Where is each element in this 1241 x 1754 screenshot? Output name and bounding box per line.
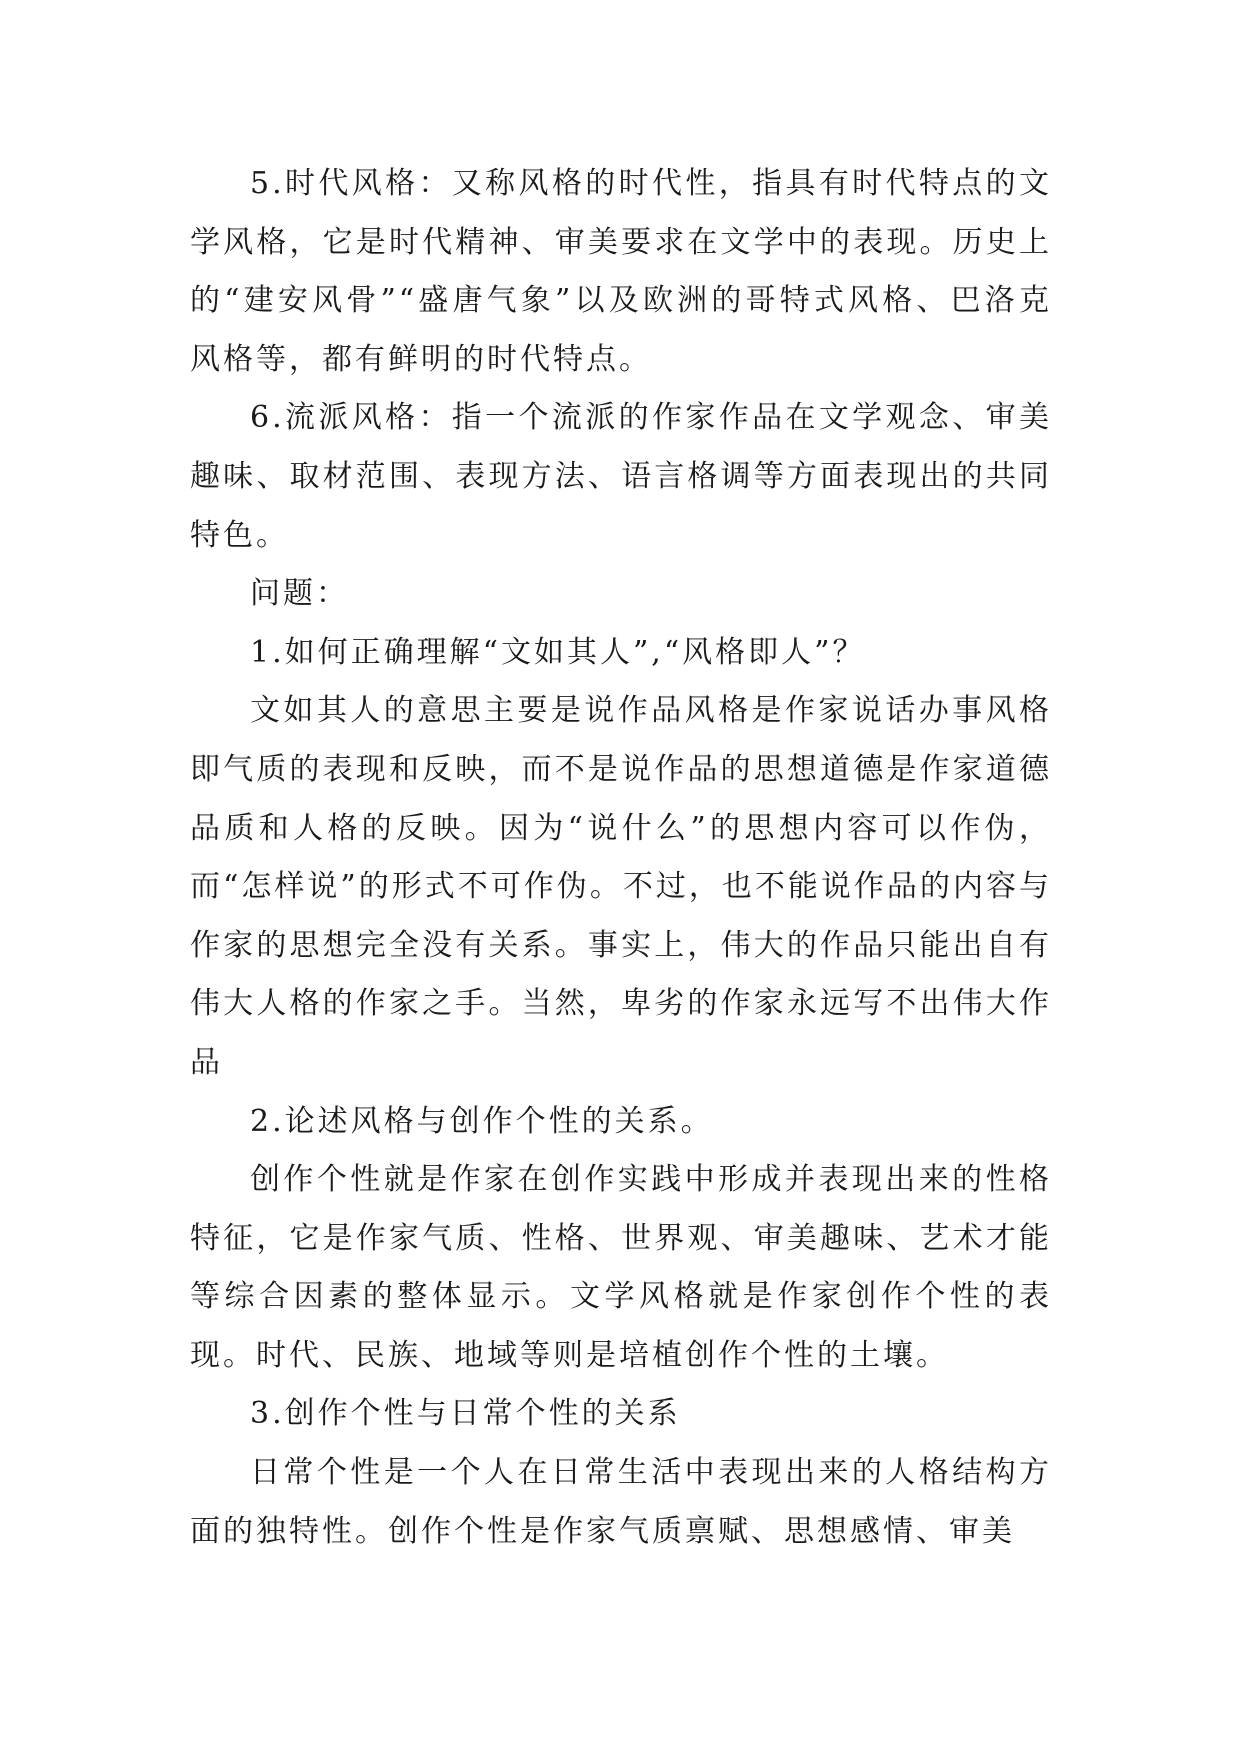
document-body (190, 155, 1052, 1561)
paragraph-school-style: 6.流派风格：指一个流派的作家作品在文学观念、审美趣味、取材范围、表现方法、语言格调等方面表现出的共同特色。 (190, 400, 1052, 553)
question-3: 3.创作个性与日常个性的关系 (250, 1396, 681, 1432)
question-2: 2.论述风格与创作个性的关系。 (250, 1103, 714, 1139)
answer-3: 日常个性是一个人在日常生活中表现出来的人格结构方面的独特性。创作个性是作家气质禀赋、思想感情、审美 (190, 1455, 1052, 1549)
question-1: 1.如何正确理解“文如其人”,“风格即人”？ (250, 634, 866, 670)
answer-2: 创作个性就是作家在创作实践中形成并表现出来的性格特征，它是作家气质、性格、世界观、审美趣味、艺术才能等综合因素的整体显示。文学风格就是作家创作个性的表现。时代、民族、地域等则是培植创作个性的土壤。 (190, 1162, 1052, 1373)
answer-1: 文如其人的意思主要是说作品风格是作家说话办事风格即气质的表现和反映，而不是说作品的思想道德是作家道德品质和人格的反映。因为“说什么”的思想内容可以作伪，而“怎样说”的形式不可作伪。不过，也不能说作品的内容与作家的思想完全没有关系。事实上，伟大的作品只能出自有伟大人格的作家之手。当然，卑劣的作家永远写不出伟大作品 (190, 693, 1052, 1080)
paragraph-era-style: 5.时代风格：又称风格的时代性，指具有时代特点的文学风格，它是时代精神、审美要求在文学中的表现。历史上的“建安风骨”“盛唐气象”以及欧洲的哥特式风格、巴洛克风格等，都有鲜明的时代特点。 (190, 166, 1052, 377)
questions-heading: 问题： (250, 576, 349, 612)
